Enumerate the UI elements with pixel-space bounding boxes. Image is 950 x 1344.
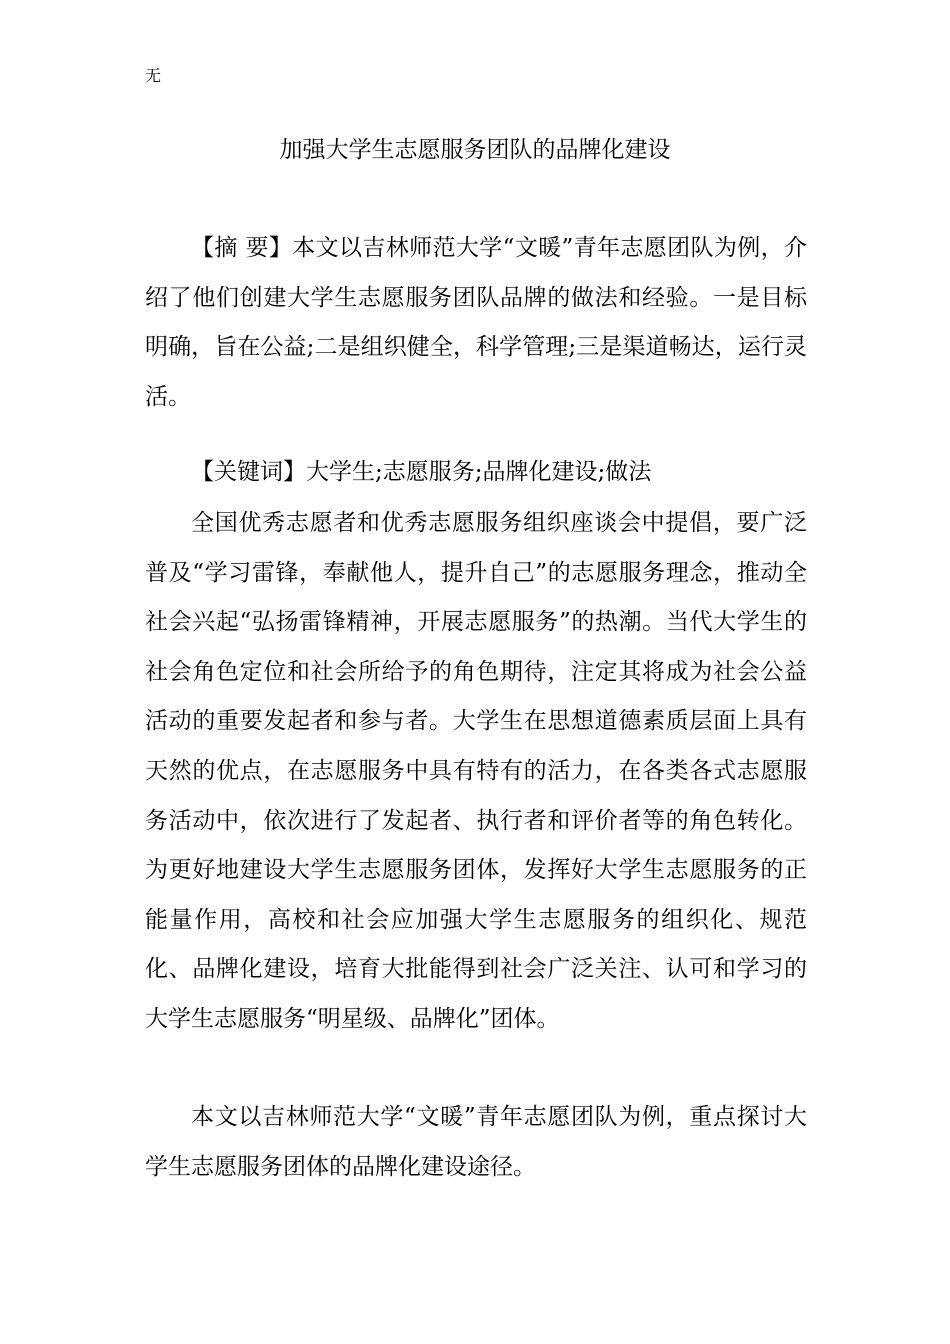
abstract-text: 本文以吉林师范大学“文暖”青年志愿团队为例，介绍了他们创建大学生志愿服务团队品牌的做法和经验。一是目标明确，旨在公益;二是组织健全，科学管理;三是渠道畅达，运行灵活。 — [145, 235, 807, 410]
abstract-label: 【摘 要】 — [191, 235, 293, 261]
keywords-text: 大学生;志愿服务;品牌化建设;做法 — [306, 459, 652, 485]
body-paragraph: 本文以吉林师范大学“文暖”青年志愿团队为例，重点探讨大学生志愿服务团体的品牌化建设途径。 — [145, 1104, 807, 1180]
body-paragraph: 全国优秀志愿者和优秀志愿服务组织座谈会中提倡，要广泛普及“学习雷锋，奉献他人，提升自己”的志愿服务理念，推动全社会兴起“弘扬雷锋精神，开展志愿服务”的热潮。当代大学生的社会角色定位和社会所给予的角色期待，注定其将成为社会公益活动的重要发起者和参与者。大学生在思想道德素质层面上具有天然的优点，在志愿服务中具有特有的活力，在各类各式志愿服务活动中，依次进行了发起者、执行者和评价者等的角色转化。为更好地建设大学生志愿服务团体，发挥好大学生志愿服务的正能量作用，高校和社会应加强大学生志愿服务的组织化、规范化、品牌化建设，培育大批能得到社会广泛关注、认可和学习的大学生志愿服务“明星级、品牌化”团体。 — [145, 510, 807, 1032]
keywords-label: 【关键词】 — [191, 459, 306, 485]
keywords-paragraph — [145, 448, 807, 498]
header-mark: 无 — [145, 66, 162, 85]
document-title: 加强大学生志愿服务团队的品牌化建设 — [279, 137, 671, 163]
abstract-paragraph — [145, 224, 807, 422]
